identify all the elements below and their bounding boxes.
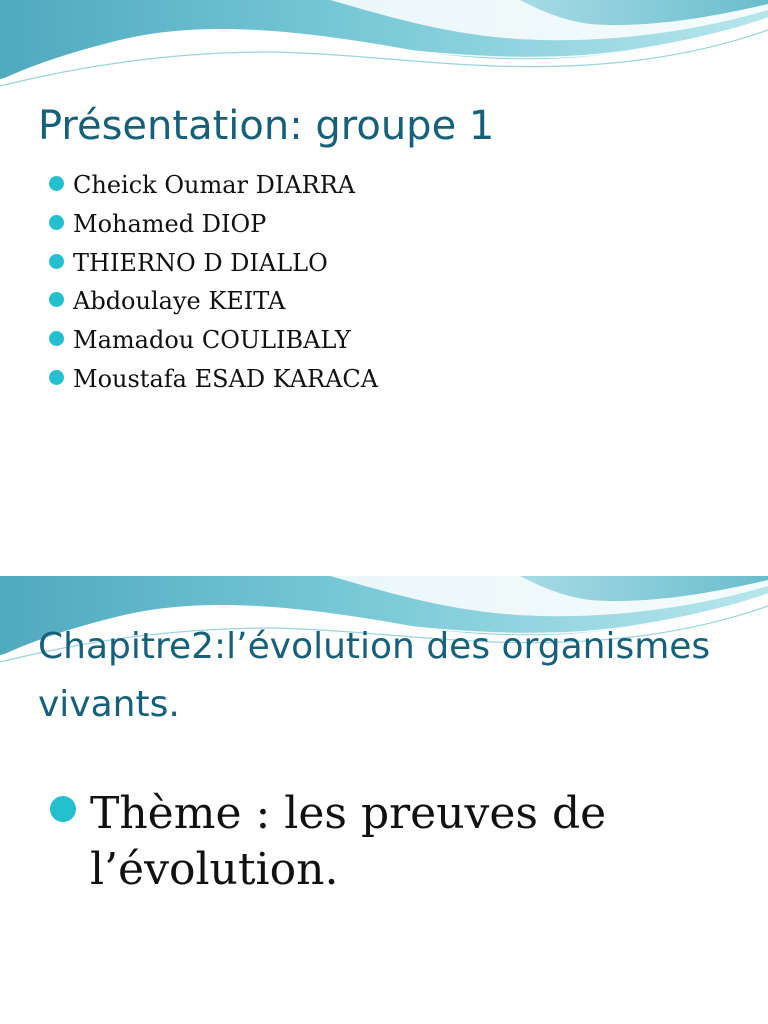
member-name: Mohamed DIOP bbox=[73, 209, 267, 238]
wave-header-decoration bbox=[0, 0, 768, 90]
list-item bbox=[48, 282, 378, 321]
list-item bbox=[48, 166, 378, 205]
member-name: Cheick Oumar DIARRA bbox=[73, 171, 356, 199]
bullet-dot-icon bbox=[49, 215, 64, 230]
bullet-dot-icon bbox=[49, 254, 64, 269]
theme-text: Thème : les preuves de l’évolution. bbox=[90, 788, 607, 895]
slide-2 bbox=[0, 576, 768, 1024]
list-item bbox=[48, 360, 378, 399]
list-item bbox=[48, 786, 738, 898]
theme-list bbox=[48, 786, 738, 898]
list-item bbox=[48, 205, 378, 244]
member-name: Mamadou COULIBALY bbox=[73, 326, 351, 355]
slide-title: Chapitre2:l’évolution des organismes vivants. bbox=[38, 626, 711, 725]
member-name: THIERNO D DIALLO bbox=[73, 248, 328, 277]
list-item bbox=[48, 321, 378, 360]
bullet-dot-icon bbox=[49, 370, 64, 385]
member-name: Abdoulaye KEITA bbox=[73, 287, 286, 316]
bullet-dot-icon bbox=[49, 331, 64, 346]
member-name: Moustafa ESAD KARACA bbox=[73, 364, 379, 393]
bullet-dot-icon bbox=[49, 176, 64, 191]
slide-title: Présentation: groupe 1 bbox=[38, 103, 495, 149]
member-list bbox=[48, 166, 378, 399]
bullet-dot-icon bbox=[50, 796, 76, 822]
bullet-dot-icon bbox=[49, 292, 64, 307]
list-item bbox=[48, 244, 378, 283]
